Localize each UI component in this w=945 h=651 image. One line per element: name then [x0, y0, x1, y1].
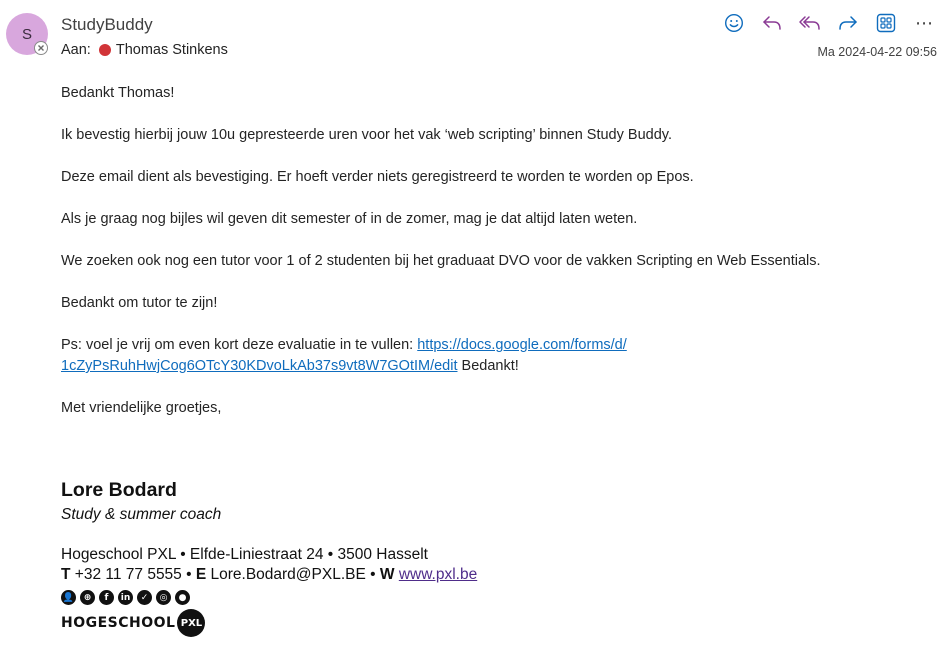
forward-icon: [837, 13, 859, 33]
paragraph-thanks: Bedankt om tutor te zijn!: [61, 295, 218, 311]
avatar-initial: S: [21, 25, 32, 43]
recipient-status-dot-icon: [99, 44, 111, 56]
message-body: [61, 83, 921, 440]
web-globe-icon[interactable]: ⊕: [80, 590, 95, 605]
logo-badge: PXL: [177, 609, 205, 637]
logo-text: HOGESCHOOL: [61, 615, 176, 631]
emoji-reaction-button[interactable]: [721, 11, 747, 35]
closing: Met vriendelijke groetjes,: [61, 400, 222, 416]
to-label: Aan:: [61, 42, 91, 58]
twitter-icon[interactable]: ✓: [137, 590, 152, 605]
reply-all-button[interactable]: [797, 11, 823, 35]
recipient-name[interactable]: Thomas Stinkens: [115, 42, 228, 58]
reply-all-icon: [798, 13, 822, 33]
signature-email: Lore.Bodard@PXL.BE •: [206, 566, 380, 583]
email-label: E: [195, 566, 207, 583]
instagram-icon[interactable]: ◎: [156, 590, 171, 605]
more-icon: ⋯: [915, 12, 933, 34]
greeting: Bedankt Thomas!: [61, 85, 175, 101]
signature-role: Study & summer coach: [61, 506, 222, 523]
message-date: Ma 2024-04-22 09:56: [817, 45, 937, 59]
paragraph-ps: [61, 335, 921, 377]
ps-suffix: Bedankt!: [457, 358, 519, 374]
reply-button[interactable]: [759, 11, 785, 35]
paragraph-tutoring: Als je graag nog bijles wil geven dit semester of in de zomer, mag je dat altijd laten weten.: [61, 211, 638, 227]
email-signature: [61, 478, 477, 637]
presence-offline-icon: [34, 41, 48, 55]
phone-label: T: [61, 566, 71, 583]
sender-name[interactable]: StudyBuddy: [61, 15, 153, 34]
evaluation-link-line2[interactable]: 1cZyPsRuhHwjCog6OTcY30KDvoLkAb37s9vt8W7GOtIM/edit: [61, 358, 458, 374]
smiley-icon: [724, 13, 744, 33]
signature-contact: [61, 565, 477, 585]
web-label: W: [379, 566, 395, 583]
social-links: [61, 590, 477, 605]
apps-icon: [876, 13, 896, 33]
more-actions-button[interactable]: [911, 11, 937, 35]
signature-address: Hogeschool PXL • Elfde-Liniestraat 24 • 3500 Hasselt: [61, 546, 428, 563]
apps-button[interactable]: [873, 11, 899, 35]
snapchat-icon[interactable]: ●: [175, 590, 190, 605]
reply-icon: [761, 13, 783, 33]
ps-prefix: Ps: voel je vrij om even kort deze evaluatie in te vullen:: [61, 337, 418, 353]
recipient-line: [61, 42, 228, 58]
signature-name: Lore Bodard: [61, 479, 177, 501]
signature-phone: +32 11 77 5555 •: [70, 566, 196, 583]
website-link[interactable]: www.pxl.be: [398, 566, 478, 583]
paragraph-tutor-search: We zoeken ook nog een tutor voor 1 of 2 studenten bij het graduaat DVO voor de vakken Scripting en Web Essentials.: [61, 253, 821, 269]
paragraph-confirmation: Ik bevestig hierbij jouw 10u gepresteerde uren voor het vak ‘web scripting’ binnen Study Buddy.: [61, 127, 672, 143]
hogeschool-pxl-logo: [61, 609, 477, 637]
evaluation-link-line1[interactable]: https://docs.google.com/forms/d/: [417, 337, 627, 353]
facebook-icon[interactable]: f: [99, 590, 114, 605]
profile-icon[interactable]: 👤: [61, 590, 76, 605]
message-toolbar: [709, 11, 937, 35]
forward-button[interactable]: [835, 11, 861, 35]
paragraph-epos: Deze email dient als bevestiging. Er hoeft verder niets geregistreerd te worden te worden op Epos.: [61, 169, 694, 185]
linkedin-icon[interactable]: in: [118, 590, 133, 605]
